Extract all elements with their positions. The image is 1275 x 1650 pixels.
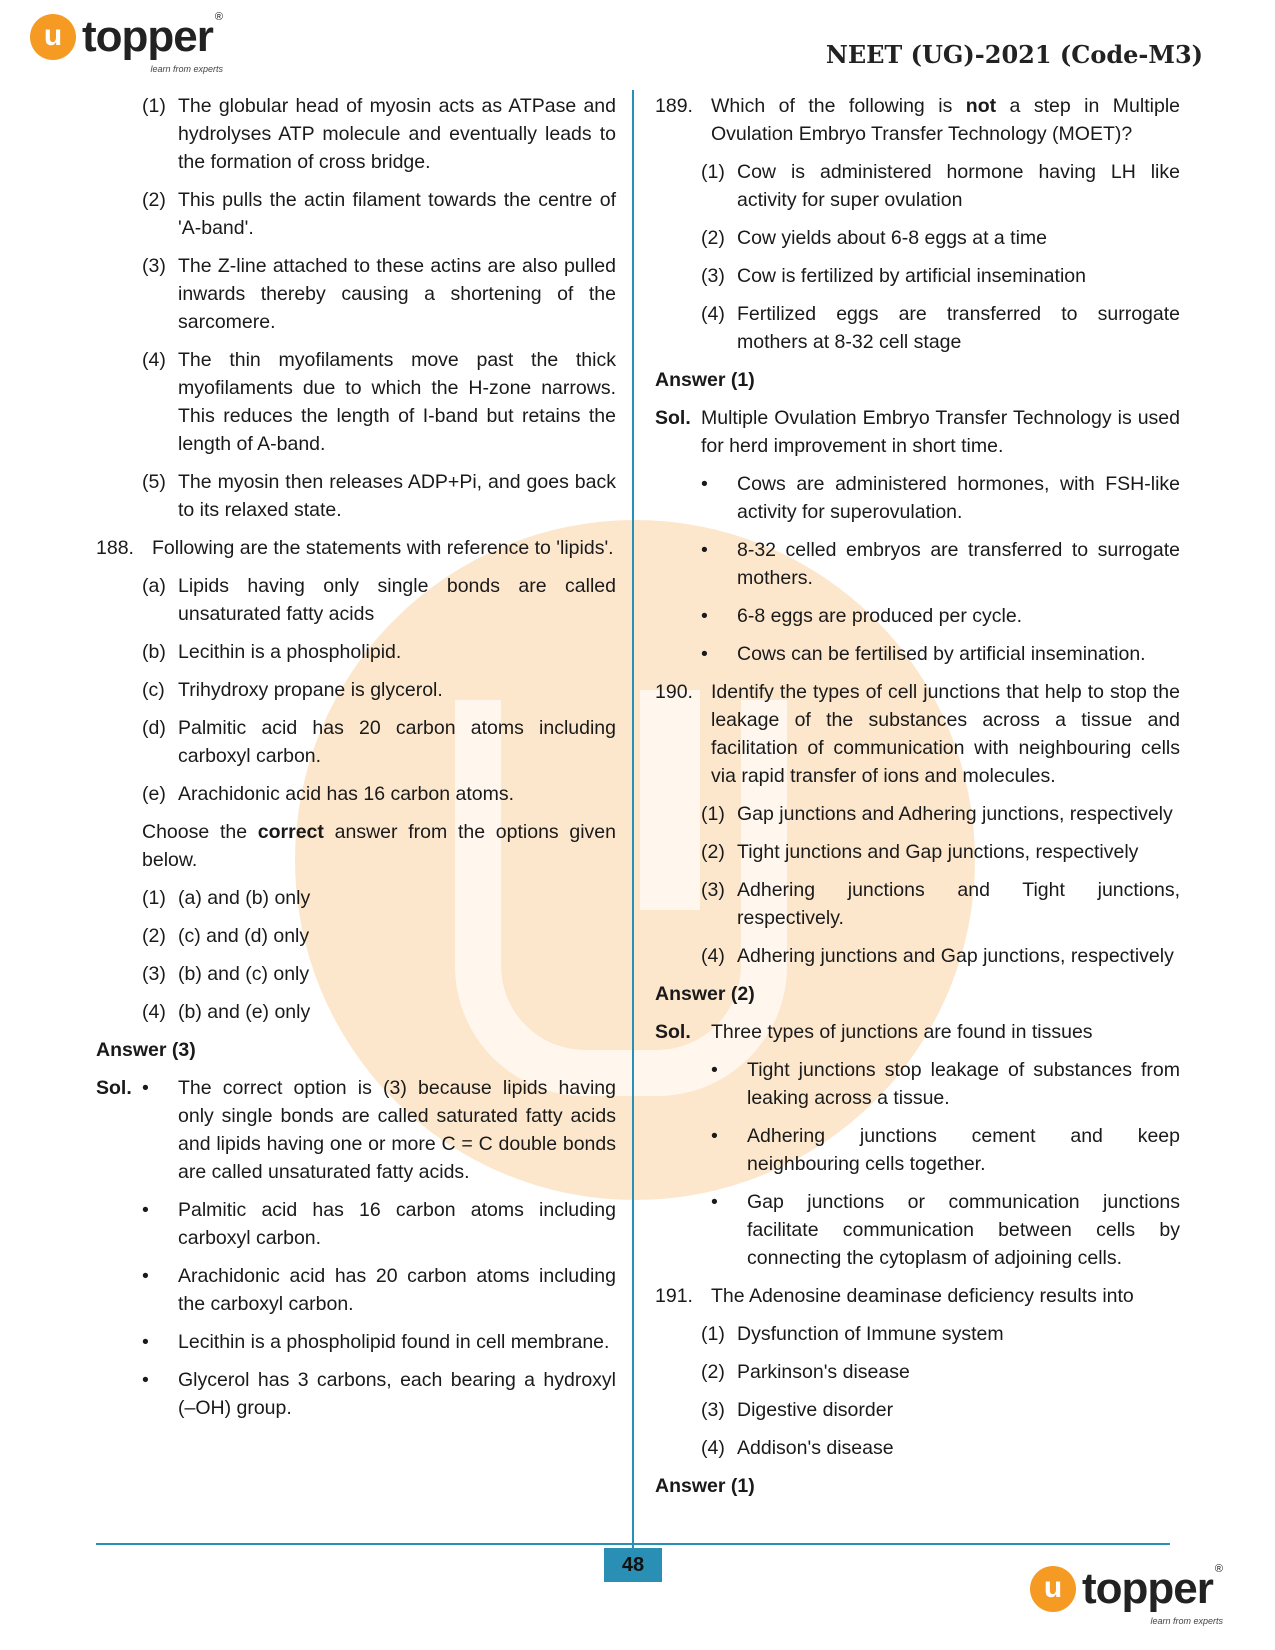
list-item: (2) This pulls the actin filament towards the centre of 'A-band'.: [142, 189, 616, 239]
solution-intro: Sol. Multiple Ovulation Embryo Transfer Technology is used for herd improvement in short time.: [655, 404, 1180, 460]
bullet-icon: •: [142, 1077, 149, 1099]
list-item: (5) The myosin then releases ADP+Pi, and goes back to its relaxed state.: [142, 471, 616, 521]
option-item: (1) Cow is administered hormone having LH like activity for super ovulation: [701, 161, 1180, 211]
bullet-icon: •: [142, 1199, 149, 1221]
question-text: Which of the following is not a step in Multiple Ovulation Embryo Transfer Technology (MOET)?: [711, 95, 1180, 145]
option-item: (2) (c) and (d) only: [142, 925, 310, 947]
question-189: [655, 92, 1180, 148]
solution-bullet: • Glycerol has 3 carbons, each bearing a hydroxyl (–OH) group.: [142, 1366, 616, 1422]
statement-item: (a) Lipids having only single bonds are called unsaturated fatty acids: [142, 575, 616, 625]
solution-bullet: • 6-8 eggs are produced per cycle.: [701, 602, 1180, 630]
footer-logo: [1030, 1563, 1223, 1626]
solution-label: Sol.: [96, 1077, 132, 1099]
option-item: (3) Digestive disorder: [701, 1399, 894, 1421]
bullet-icon: •: [711, 1059, 718, 1081]
bullet-icon: •: [142, 1369, 149, 1391]
option-item: (2) Tight junctions and Gap junctions, respectively: [701, 841, 1139, 863]
option-item: (1) Gap junctions and Adhering junctions, respectively: [701, 803, 1173, 825]
bullet-icon: •: [701, 539, 708, 561]
answer-label: Answer (1): [655, 369, 755, 391]
bullet-icon: •: [701, 643, 708, 665]
exam-title: NEET (UG)-2021 (Code-M3): [825, 40, 1203, 69]
left-column: [96, 92, 616, 1432]
option-item: (2) Parkinson's disease: [701, 1361, 910, 1383]
logo-wordmark: topper: [82, 12, 213, 61]
list-item: (1) The globular head of myosin acts as ATPase and hydrolyses ATP molecule and eventually leads to the formation of cross bridge.: [142, 95, 616, 173]
solution-bullet: • Palmitic acid has 16 carbon atoms including carboxyl carbon.: [142, 1196, 616, 1252]
question-190: [655, 678, 1180, 790]
option-item: (4) (b) and (e) only: [142, 1001, 311, 1023]
question-191: [655, 1282, 1180, 1310]
header-logo: [30, 11, 223, 74]
logo-registered-mark: ®: [1214, 1563, 1223, 1575]
logo-u-icon: u: [30, 14, 76, 60]
bullet-icon: •: [142, 1331, 149, 1353]
question-number: 189.: [655, 95, 693, 117]
bullet-icon: •: [711, 1191, 718, 1213]
answer-label: Answer (1): [655, 1475, 755, 1497]
question-number: 190.: [655, 681, 693, 703]
solution-bullet: • Lecithin is a phospholipid found in cell membrane.: [142, 1328, 616, 1356]
solution-bullet: • Arachidonic acid has 20 carbon atoms including the carboxyl carbon.: [142, 1262, 616, 1318]
right-column: [655, 92, 1180, 1510]
statement-item: (c) Trihydroxy propane is glycerol.: [142, 679, 443, 701]
solution-bullet: • 8-32 celled embryos are transferred to surrogate mothers.: [701, 536, 1180, 592]
option-item: (3) (b) and (c) only: [142, 963, 310, 985]
question-number: 188.: [96, 537, 134, 559]
solution-first-bullet: Sol. • The correct option is (3) because lipids having only single bonds are called saturated fatty acids and lipids having one or more C = C double bonds are called unsaturated fatty acids.: [96, 1074, 616, 1186]
solution-intro: Sol. Three types of junctions are found in tissues: [655, 1018, 1180, 1046]
solution-bullet: • Adhering junctions cement and keep neighbouring cells together.: [711, 1122, 1180, 1178]
solution-label: Sol.: [655, 1021, 691, 1043]
option-item: (4) Addison's disease: [701, 1437, 894, 1459]
continued-options: [96, 92, 616, 524]
logo-wordmark: topper: [1082, 1564, 1213, 1613]
option-item: (3) Adhering junctions and Tight junctions, respectively.: [701, 879, 1180, 929]
question-text: Following are the statements with reference to 'lipids'.: [152, 537, 614, 559]
footer-rule: [96, 1543, 1170, 1545]
bullet-icon: •: [711, 1125, 718, 1147]
solution-bullet: • Cows can be fertilised by artificial insemination.: [701, 640, 1180, 668]
option-item: (1) Dysfunction of Immune system: [701, 1323, 1004, 1345]
bullet-icon: •: [701, 605, 708, 627]
option-item: (4) Adhering junctions and Gap junctions, respectively: [701, 945, 1174, 967]
solution-label: Sol.: [655, 407, 691, 429]
logo-tagline: learn from experts: [1150, 1616, 1223, 1626]
question-number: 191.: [655, 1285, 693, 1307]
logo-tagline: learn from experts: [150, 64, 223, 74]
option-item: (4) Fertilized eggs are transferred to surrogate mothers at 8-32 cell stage: [701, 303, 1180, 353]
question-text: The Adenosine deaminase deficiency results into: [711, 1285, 1134, 1307]
column-divider: [632, 90, 634, 1555]
option-item: (2) Cow yields about 6-8 eggs at a time: [701, 227, 1048, 249]
statement-item: (e) Arachidonic acid has 16 carbon atoms.: [142, 783, 515, 805]
answer-label: Answer (3): [96, 1039, 196, 1061]
solution-bullet: • Cows are administered hormones, with FSH-like activity for superovulation.: [701, 470, 1180, 526]
page-number: 48: [604, 1548, 662, 1582]
question-text: Identify the types of cell junctions that help to stop the leakage of the substances across a tissue and facilitation of communication with neighbouring cells via rapid transfer of ions and molecules.: [711, 681, 1180, 787]
list-item: (3) The Z-line attached to these actins are also pulled inwards thereby causing a shortening of the sarcomere.: [142, 255, 616, 333]
option-item: (3) Cow is fertilized by artificial insemination: [701, 265, 1086, 287]
logo-u-icon: u: [1030, 1566, 1076, 1612]
logo-registered-mark: ®: [214, 11, 223, 23]
bullet-icon: •: [701, 473, 708, 495]
statement-item: (d) Palmitic acid has 20 carbon atoms including carboxyl carbon.: [142, 717, 616, 767]
question-188: [96, 534, 616, 562]
statement-item: (b) Lecithin is a phospholipid.: [142, 641, 402, 663]
solution-bullet: • Tight junctions stop leakage of substances from leaking across a tissue.: [711, 1056, 1180, 1112]
answer-label: Answer (2): [655, 983, 755, 1005]
option-item: (1) (a) and (b) only: [142, 887, 311, 909]
choose-instruction: Choose the correct answer from the options given below.: [142, 821, 617, 871]
solution-bullet: • Gap junctions or communication junctions facilitate communication between cells by connecting the cytoplasm of adjoining cells.: [711, 1188, 1180, 1272]
bullet-icon: •: [142, 1265, 149, 1287]
list-item: (4) The thin myofilaments move past the thick myofilaments due to which the H-zone narrows. This reduces the length of I-band but retains the length of A-band.: [142, 349, 616, 455]
